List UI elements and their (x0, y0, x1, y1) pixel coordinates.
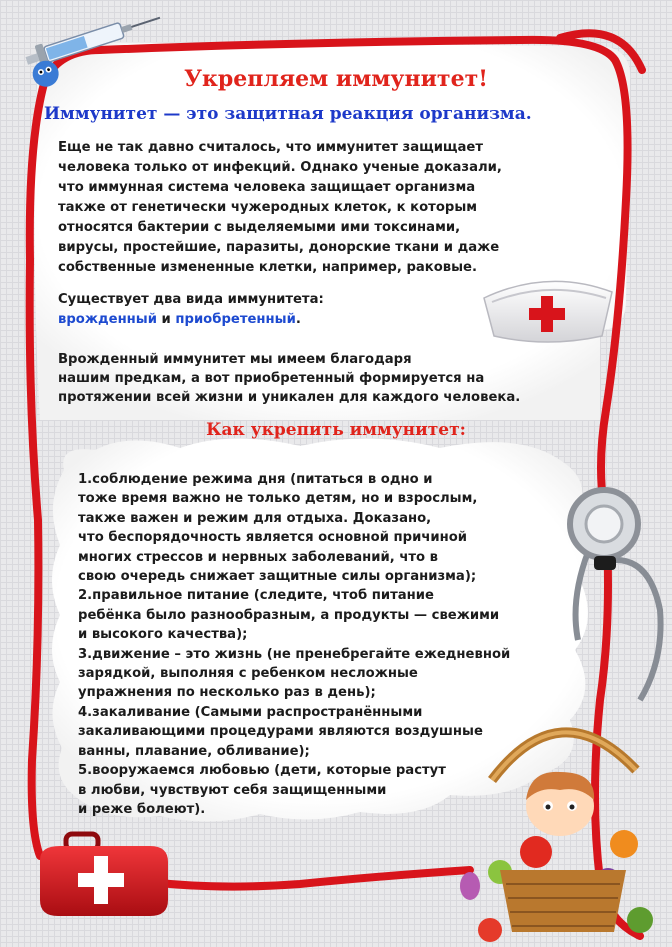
intro-line: что иммунная система человека защищает организма (58, 180, 476, 195)
acquired-label: приобретенный (175, 312, 296, 327)
tips-list (78, 470, 510, 819)
page-subtitle: Иммунитет — это защитная реакция организма. (44, 104, 532, 124)
list-line: 2.правильное питание (следите, чтоб питание (78, 588, 434, 604)
intro-line: Еще не так давно считалось, что иммунитет защищает (58, 140, 484, 155)
list-line: и реже болеют). (78, 801, 206, 817)
types-end: . (295, 312, 301, 327)
list-line: свою очередь снижает защитные силы организма); (78, 569, 477, 585)
types-conj: и (156, 312, 176, 327)
innate-line: протяжении всей жизни и уникален для каждого человека. (58, 390, 521, 405)
list-line: и высокого качества); (78, 627, 248, 643)
howto-heading: Как укрепить иммунитет: (206, 420, 466, 440)
intro-line: относятся бактерии с выделяемыми ими токсинами, (58, 220, 461, 235)
list-line: 4.закаливание (Самыми распространёнными (78, 704, 423, 720)
list-line: 3.движение – это жизнь (не пренебрегайте ежедневной (78, 646, 511, 662)
innate-paragraph (58, 350, 520, 407)
page-title: Укрепляем иммунитет! (184, 66, 488, 92)
list-line: также важен и режим для отдыха. Доказано, (78, 510, 432, 526)
list-line: многих стрессов и нервных заболеваний, что в (78, 549, 439, 565)
intro-line: вирусы, простейшие, паразиты, донорские ткани и даже (58, 240, 500, 255)
innate-label: врожденный (58, 312, 157, 327)
intro-paragraph (58, 138, 502, 278)
innate-line: Врожденный иммунитет мы имеем благодаря (58, 352, 412, 367)
intro-line: также от генетически чужеродных клеток, к которым (58, 200, 478, 215)
intro-line: человека только от инфекций. Однако ученые доказали, (58, 160, 502, 175)
immunity-types (58, 290, 324, 330)
list-line: что беспорядочность является основной причиной (78, 530, 468, 546)
types-intro: Существует два вида иммунитета: (58, 292, 324, 307)
list-line: ребёнка было разнообразным, а продукты — свежими (78, 607, 500, 623)
list-line: упражнения по несколько раз в день); (78, 685, 376, 701)
innate-line: нашим предкам, а вот приобретенный формируется на (58, 371, 485, 386)
list-line: ванны, плавание, обливание); (78, 743, 310, 759)
list-line: зарядкой, выполняя с ребенком несложные (78, 666, 418, 682)
list-line: 1.соблюдение режима дня (питаться в одно и (78, 472, 433, 487)
first-aid-kit-icon (40, 834, 168, 916)
list-line: закаливающими процедурами являются воздушные (78, 724, 483, 740)
intro-line: собственные измененные клетки, например, раковые. (58, 260, 478, 275)
nurse-cap-icon (484, 281, 612, 342)
list-line: в любви, чувствуют себя защищенными (78, 782, 387, 798)
list-line: 5.вооружаемся любовью (дети, которые растут (78, 763, 446, 779)
list-line: тоже время важно не только детям, но и взрослым, (78, 491, 478, 507)
